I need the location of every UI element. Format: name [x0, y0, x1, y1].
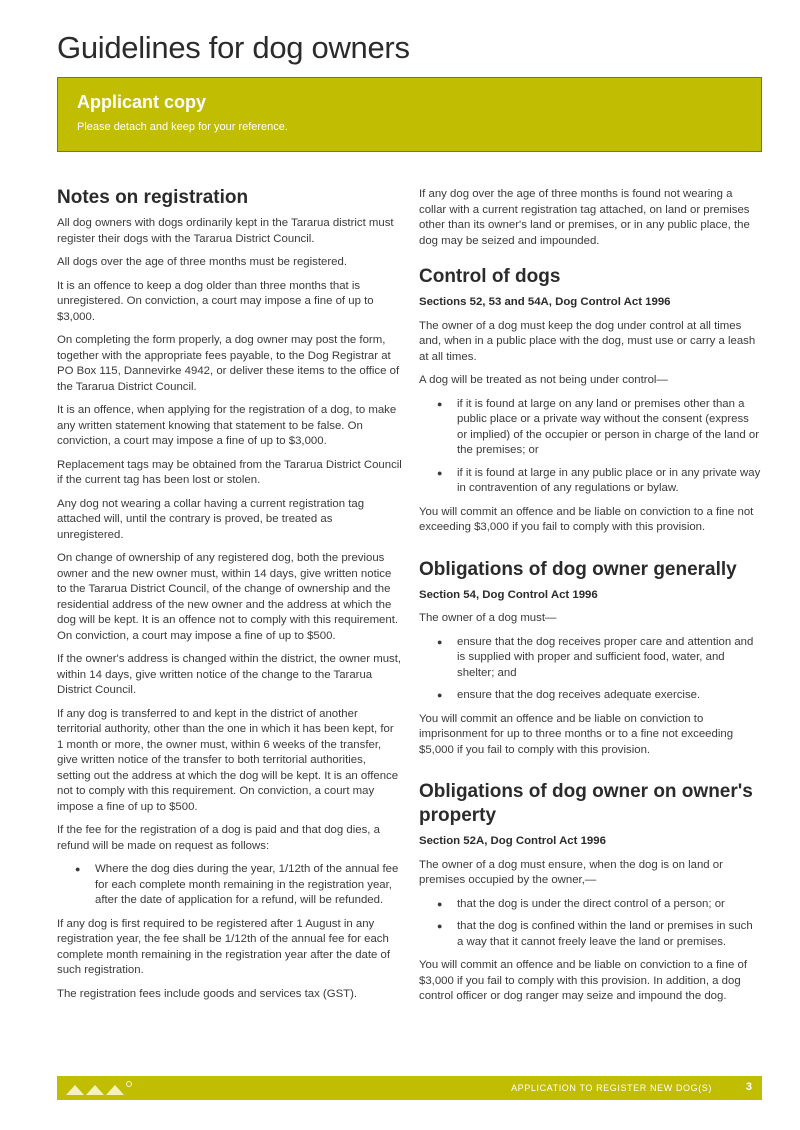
- list-item: ● ensure that the dog receives adequate exercise.: [419, 688, 761, 704]
- bullet-list: [419, 897, 761, 951]
- paragraph: If any dog is transferred to and kept in the district of another territorial authority, other than the one in which it has been kept, for 1 month or more, the owner must, within 6 weeks of the transfer, give written notice of the transfer to both territorial authorities, setting out the address at which the dog will be kept. It is an offence not to comply with this requirement. On conviction, a court may impose a fine of up to $500.: [57, 707, 399, 813]
- bullet-list: [419, 397, 761, 497]
- paragraph: You will commit an offence and be liable on conviction to a fine not exceeding $3,000 if you fail to comply with this provision.: [419, 505, 754, 533]
- paragraph: Replacement tags may be obtained from the Tararua District Council if the current tag has been lost or stolen.: [57, 458, 402, 486]
- paragraph: On change of ownership of any registered dog, both the previous owner and the new owner must, within 14 days, give written notice to the Tararua District Council, of the change of ownership and the residential address of the new owner and the address at which the dog will be kept. It is an offence not to comply with this requirement. On conviction, a court may impose a fine of up to $500.: [57, 552, 399, 642]
- page-title: Guidelines for dog owners: [57, 30, 410, 65]
- section-heading: Notes on registration: [57, 187, 249, 208]
- paragraph: It is an offence, when applying for the registration of a dog, to make any written statement knowing that statement to be false. On conviction, a court may impose a fine of up to $3,000.: [57, 404, 397, 447]
- paragraph: The owner of a dog must ensure, when the dog is on land or premises occupied by the owner,—: [419, 858, 723, 886]
- footer-bar: [57, 1076, 762, 1100]
- paragraph: A dog will be treated as not being under control—: [419, 374, 668, 386]
- section-subheading: Section 54, Dog Control Act 1996: [419, 588, 598, 601]
- left-column: [57, 186, 402, 1010]
- paragraph: If the owner's address is changed within the district, the owner must, within 14 days, give written notice of the change to the Tararua District Council.: [57, 653, 402, 696]
- paragraph: You will commit an offence and be liable on conviction to a fine of $3,000 if you fail to comply with this provision. In addition, a dog control officer or dog ranger may seize and impound the dog.: [419, 959, 748, 1002]
- paragraph: The registration fees include goods and services tax (GST).: [57, 987, 358, 1000]
- section-subheading: Section 52A, Dog Control Act 1996: [419, 835, 606, 847]
- list-item: ● that the dog is under the direct control of a person; or: [419, 897, 761, 913]
- list-item: ● Where the dog dies during the year, 1/12th of the annual fee for each complete month remaining in the registration year, after the date of application for a refund, will be refunded.: [57, 862, 402, 909]
- applicant-copy-banner: [57, 77, 762, 152]
- right-column: [419, 187, 761, 1013]
- list-item: ● if it is found at large on any land or premises other than a public place or a private way without the consent (express or implied) of the occupier or person in charge of the land or the premises; or: [419, 397, 761, 459]
- paragraph: It is an offence to keep a dog older than three months that is unregistered. On conviction, a court may impose a fine of up to $3,000.: [57, 279, 374, 323]
- list-item: ● if it is found at large in any public place or in any private way in contravention of any regulations or bylaw.: [419, 466, 761, 497]
- banner-subtext: Please detach and keep for your reference.: [77, 121, 288, 133]
- list-item: ● that the dog is confined within the land or premises in such a way that it cannot freely leave the land or premises.: [419, 919, 761, 950]
- section-heading: Control of dogs: [419, 266, 561, 287]
- banner-heading: Applicant copy: [77, 92, 207, 112]
- page-number: 3: [745, 1081, 752, 1093]
- paragraph: If any dog is first required to be registered after 1 August in any registration year, the fee shall be 1/12th of the annual fee for each complete month remaining in the registration year after the date of such registration.: [57, 917, 391, 976]
- paragraph: If any dog over the age of three months is found not wearing a collar with a current registration tag attached, on land or premises other than its owner's land or premises, or in any public place, the dog may be seized and impounded.: [419, 188, 750, 247]
- paragraph: The owner of a dog must—: [419, 612, 557, 624]
- section-heading: Obligations of dog owner on owner's property: [419, 781, 753, 826]
- bullet-list: [57, 862, 402, 909]
- council-logo-icon: [66, 1081, 136, 1097]
- paragraph: On completing the form properly, a dog owner may post the form, together with the appropriate fees payable, to the Dog Registrar at PO Box 115, Dannevirke 4942, or deliver these items to the office of the Tararua District Council.: [57, 334, 400, 393]
- list-item: ● ensure that the dog receives proper care and attention and is supplied with proper and sufficient food, water, and shelter; and: [419, 635, 761, 682]
- bullet-list: [419, 635, 761, 704]
- paragraph: Any dog not wearing a collar having a current registration tag attached will, until the contrary is proved, be treated as unregistered.: [57, 497, 365, 541]
- section-heading: Obligations of dog owner generally: [419, 558, 737, 580]
- paragraph: The owner of a dog must keep the dog under control at all times and, when in a public place with the dog, must use or carry a leash at all times.: [419, 319, 756, 363]
- section-subheading: Sections 52, 53 and 54A, Dog Control Act 1996: [419, 296, 671, 308]
- paragraph: All dog owners with dogs ordinarily kept in the Tararua district must register their dogs with the Tararua District Council.: [57, 217, 394, 245]
- paragraph: All dogs over the age of three months must be registered.: [57, 256, 347, 268]
- footer-text: APPLICATION TO REGISTER NEW DOG(S): [511, 1083, 712, 1093]
- paragraph: If the fee for the registration of a dog is paid and that dog dies, a refund will be made on request as follows:: [57, 824, 380, 852]
- paragraph: You will commit an offence and be liable on conviction to imprisonment for up to three months or to a fine not exceeding $5,000 if you fail to comply with this provision.: [419, 712, 734, 756]
